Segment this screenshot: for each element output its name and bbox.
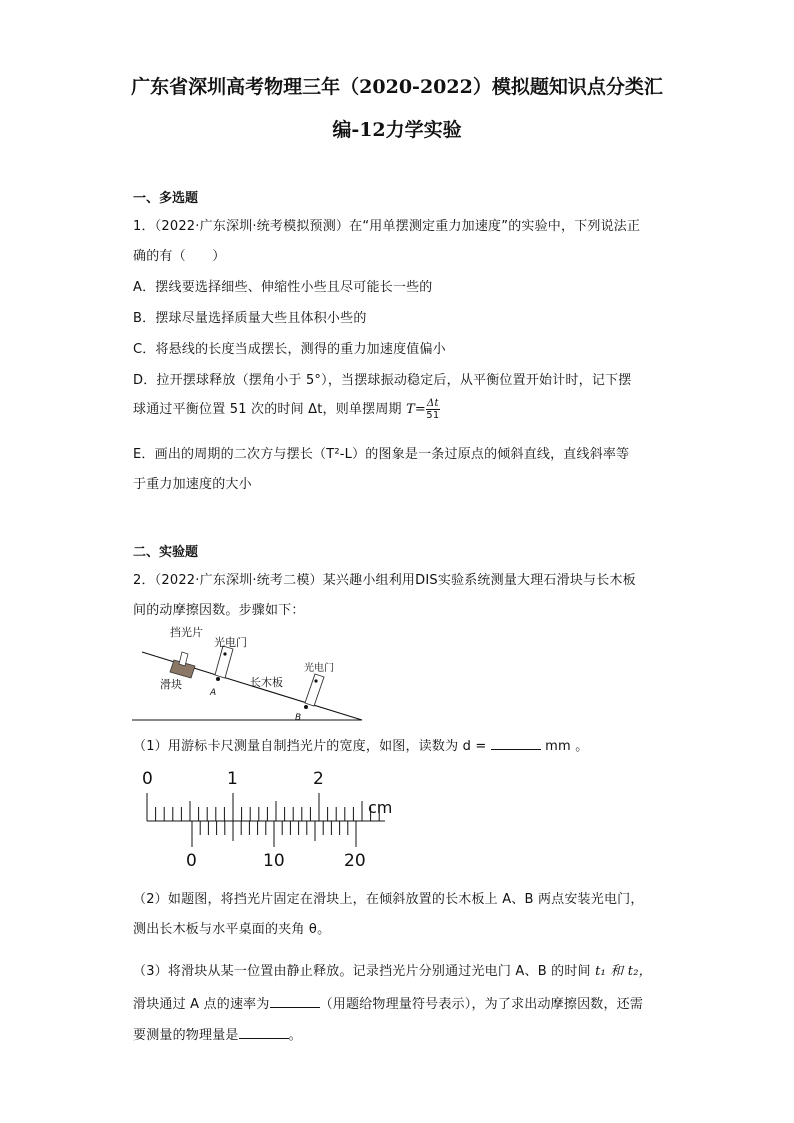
q2-part2-line1: （2）如题图，将挡光片固定在滑块上，在倾斜放置的长木板上 A、B 两点安装光电门，	[133, 892, 644, 907]
point-a-dot	[216, 677, 220, 681]
q2-part3-line1-text: （3）将滑块从某一位置由静止释放。记录挡光片分别通过光电门 A、B 的时间	[133, 964, 596, 979]
vernier-label-0: 0	[186, 851, 197, 871]
q1-option-d-line1: D．拉开摆球释放（摆角小于 5°），当摆球振动稳定后，从平衡位置开始计时，记下摆	[133, 373, 632, 388]
q1-option-e-line2: 于重力加速度的大小	[133, 477, 252, 492]
q1-option-d-line2-text: 球通过平衡位置 51 次的时间 Δt，则单摆周期	[133, 402, 407, 417]
period-symbol: T=	[406, 402, 427, 417]
point-b-dot	[304, 705, 308, 709]
q2-part3-line3	[133, 1024, 302, 1043]
q2-part3-line3-tail: 。	[288, 1028, 302, 1043]
q2-part3-line1	[133, 960, 652, 979]
q2-part3-line3-text: 要测量的物理量是	[133, 1028, 239, 1043]
fraction-denominator: 51	[426, 410, 440, 421]
vernier-label-20: 20	[344, 851, 366, 871]
main-label-1: 1	[227, 769, 238, 789]
section-heading-multiple-choice: 一、多选题	[133, 191, 199, 206]
label-slider: 滑块	[160, 678, 182, 691]
q2-stem-line2: 间的动摩擦因数。步骤如下：	[133, 603, 305, 618]
q1-stem-line1: 1．（2022·广东深圳·统考模拟预测）在“用单摆测定重力加速度”的实验中，下列说法正	[133, 219, 641, 234]
q1-option-d-line2	[133, 398, 440, 421]
unit-label-cm: cm	[368, 798, 393, 817]
answer-blank-quantity[interactable]	[239, 1026, 289, 1039]
label-point-b: B	[295, 713, 302, 723]
q2-stem-line1: 2．（2022·广东深圳·统考二模）某兴趣小组利用DIS实验系统测量大理石滑块与长木板	[133, 573, 636, 588]
fraction-numerator: Δt	[427, 398, 439, 409]
q2-part3-line2-text: 滑块通过 A 点的速率为	[133, 997, 270, 1012]
doc-title-line1: 广东省深圳高考物理三年（2020-2022）模拟题知识点分类汇	[131, 76, 663, 98]
main-label-0: 0	[142, 769, 153, 789]
q2-part1-unit: mm 。	[540, 739, 589, 754]
main-label-2: 2	[313, 769, 324, 789]
label-photogate-b: 光电门	[304, 663, 334, 674]
main-scale-ticks	[147, 793, 379, 821]
vernier-caliper-figure	[130, 766, 410, 874]
label-shade-plate: 挡光片	[170, 626, 203, 639]
incline-setup-diagram	[130, 622, 370, 726]
q2-part3-line2	[133, 993, 643, 1012]
time-symbols: t₁ 和 t₂，	[595, 964, 652, 979]
q1-option-c: C．将悬线的长度当成摆长，测得的重力加速度值偏小	[133, 342, 446, 357]
q1-option-a: A．摆线要选择细些、伸缩性小些且尽可能长一些的	[133, 280, 433, 295]
section-heading-experiment: 二、实验题	[133, 545, 199, 560]
q2-part1-text: （1）用游标卡尺测量自制挡光片的宽度，如图，读数为 d =	[133, 739, 491, 754]
label-board: 长木板	[250, 676, 283, 689]
q2-part1	[133, 735, 588, 754]
q1-stem-line2: 确的有（ ）	[133, 249, 226, 264]
label-point-a: A	[210, 688, 217, 698]
period-fraction	[426, 398, 440, 421]
photogate-a	[215, 646, 233, 678]
vernier-scale-ticks	[192, 821, 356, 847]
answer-blank-d[interactable]	[491, 737, 541, 750]
photogate-b	[305, 674, 324, 706]
answer-blank-speed[interactable]	[270, 995, 320, 1008]
q2-part2-line2: 测出长木板与水平桌面的夹角 θ。	[133, 922, 331, 937]
q1-option-b: B．摆球尽量选择质量大些且体积小些的	[133, 311, 367, 326]
doc-title-line2: 编-12力学实验	[332, 119, 462, 141]
vernier-label-10: 10	[263, 851, 285, 871]
label-photogate-a: 光电门	[214, 636, 247, 649]
q1-option-e-line1: E．画出的周期的二次方与摆长（T²-L）的图象是一条过原点的倾斜直线，直线斜率等	[133, 447, 630, 462]
q2-part3-line2-tail: （用题给物理量符号表示），为了求出动摩擦因数，还需	[319, 997, 644, 1012]
